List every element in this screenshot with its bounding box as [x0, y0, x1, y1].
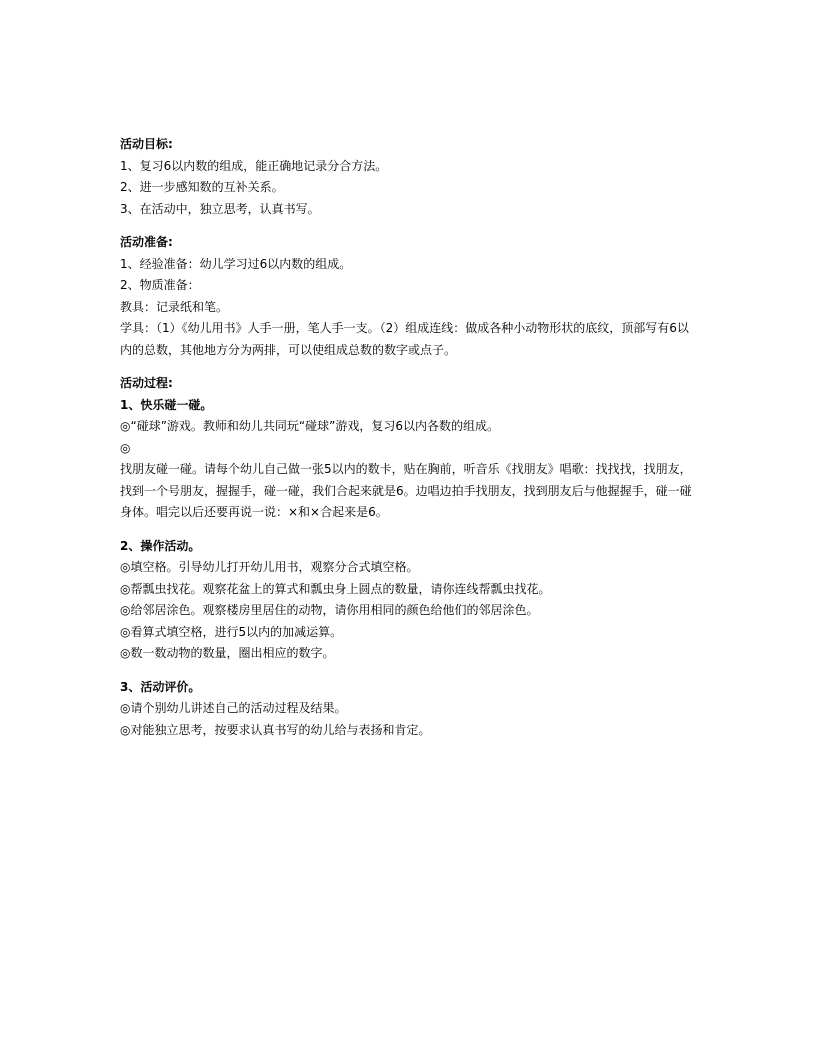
step3-heading: 3、活动评价。	[120, 679, 201, 694]
preparation-line-3: 教具：记录纸和笔。	[120, 299, 229, 314]
document-body	[120, 134, 700, 753]
preparation-line-1: 1、经验准备：幼儿学习过6以内数的组成。	[120, 256, 352, 271]
process-heading: 活动过程:	[120, 376, 173, 390]
step1-line-2: ◎	[120, 440, 131, 455]
preparation-line-2: 2、物质准备：	[120, 278, 200, 292]
goals-heading: 活动目标:	[120, 137, 173, 151]
process-section-step3	[120, 677, 700, 742]
step3-line-2: ◎对能独立思考，按要求认真书写的幼儿给与表扬和肯定。	[120, 722, 431, 737]
step1-paragraph: 找朋友碰一碰。请每个幼儿自己做一张5以内的数卡，贴在胸前，听音乐《找朋友》唱歌：找找找，找朋友，找到一个号朋友，握握手，碰一碰，我们合起来就是6。边唱边拍手找朋友，找到朋友后与他握握手，碰一碰身体。唱完以后还要再说一说：×和×合起来是6。	[120, 462, 692, 519]
step2-line-2: ◎帮瓢虫找花。观察花盆上的算式和瓢虫身上圆点的数量，请你连线帮瓢虫找花。	[120, 581, 551, 596]
step2-line-5: ◎数一数动物的数量，圈出相应的数字。	[120, 646, 335, 660]
preparation-paragraph: 学具：（1）《幼儿用书》人手一册，笔人手一支。（2）组成连线：做成各种小动物形状的底纹，顶部写有6以内的总数，其他地方分为两排，可以使组成总数的数字或点子。	[120, 321, 689, 357]
step1-heading: 1、快乐碰一碰。	[120, 397, 213, 412]
preparation-section	[120, 232, 700, 361]
step1-line-1: ◎“碰球”游戏。教师和幼儿共同玩“碰球”游戏，复习6以内各数的组成。	[120, 419, 499, 433]
process-section-step1	[120, 373, 700, 524]
goal-item-3: 3、在活动中，独立思考，认真书写。	[120, 201, 320, 216]
step3-line-1: ◎请个别幼儿讲述自己的活动过程及结果。	[120, 701, 347, 715]
goal-item-1: 1、复习6以内数的组成，能正确地记录分合方法。	[120, 158, 388, 173]
process-section-step2	[120, 536, 700, 665]
preparation-heading: 活动准备:	[120, 235, 173, 249]
step2-line-4: ◎看算式填空格，进行5以内的加减运算。	[120, 624, 343, 639]
goals-section	[120, 134, 700, 220]
step2-line-1: ◎填空格。引导幼儿打开幼儿用书，观察分合式填空格。	[120, 560, 419, 574]
goal-item-2: 2、进一步感知数的互补关系。	[120, 180, 284, 194]
step2-line-3: ◎给邻居涂色。观察楼房里居住的动物，请你用相同的颜色给他们的邻居涂色。	[120, 603, 539, 617]
step2-heading: 2、操作活动。	[120, 538, 201, 553]
